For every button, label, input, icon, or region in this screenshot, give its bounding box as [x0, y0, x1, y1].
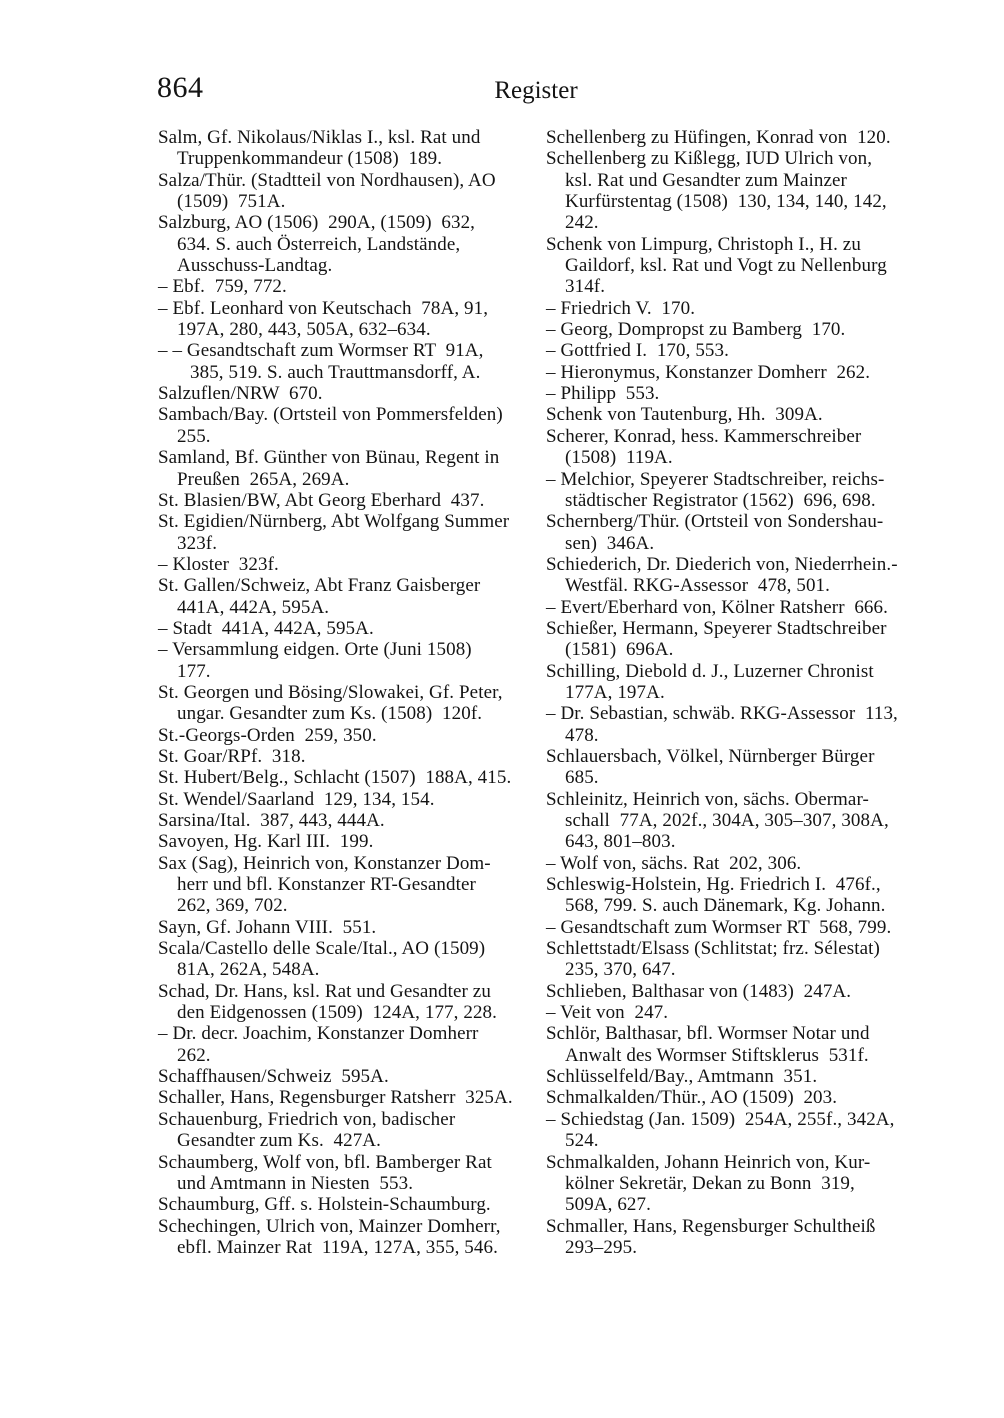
- index-line: Sarsina/Ital. 387, 443, 444A.: [158, 810, 385, 831]
- index-line: städtischer Registrator (1562) 696, 698.: [565, 489, 876, 511]
- index-line: Sayn, Gf. Johann VIII. 551.: [158, 916, 377, 938]
- index-line: 509A, 627.: [565, 1194, 651, 1216]
- index-line: Schellenberg zu Hüfingen, Konrad von 120.: [546, 127, 891, 148]
- index-column-right: [546, 127, 917, 1258]
- index-line: Schenk von Limpurg, Christoph I., H. zu: [546, 233, 861, 255]
- index-line: St. Hubert/Belg., Schlacht (1507) 188A, 415.: [158, 767, 512, 789]
- index-line: Schmalkalden, Johann Heinrich von, Kur-: [546, 1151, 871, 1173]
- index-line: herr und bfl. Konstanzer RT-Gesandter: [177, 874, 476, 896]
- index-line: 293–295.: [565, 1236, 638, 1258]
- index-line: Schaffhausen/Schweiz 595A.: [158, 1066, 389, 1088]
- index-line: 81A, 262A, 548A.: [177, 959, 320, 981]
- index-line: schall 77A, 202f., 304A, 305–307, 308A,: [565, 810, 889, 831]
- index-line: 242.: [565, 212, 599, 234]
- index-line: 177.: [177, 660, 211, 682]
- index-line: Schenk von Tautenburg, Hh. 309A.: [546, 404, 823, 426]
- index-line: St. Wendel/Saarland 129, 134, 154.: [158, 788, 435, 810]
- index-columns: [158, 127, 918, 1258]
- index-line: St. Goar/RPf. 318.: [158, 745, 306, 767]
- index-column-left: [158, 127, 529, 1258]
- index-line: Sax (Sag), Heinrich von, Konstanzer Dom-: [158, 852, 491, 874]
- index-line: – Ebf. 759, 772.: [158, 276, 287, 298]
- index-line: – Schiedstag (Jan. 1509) 254A, 255f., 342A,: [546, 1108, 895, 1130]
- index-line: 235, 370, 647.: [565, 959, 676, 981]
- index-line: Savoyen, Hg. Karl III. 199.: [158, 831, 374, 853]
- index-line: – Stadt 441A, 442A, 595A.: [158, 617, 374, 639]
- index-line: Ausschuss-Landtag.: [177, 255, 333, 277]
- index-line: ungar. Gesandter zum Ks. (1508) 120f.: [177, 703, 483, 725]
- index-line: Schaumburg, Gff. s. Holstein-Schaumburg.: [158, 1194, 491, 1216]
- index-line: Schad, Dr. Hans, ksl. Rat und Gesandter zu: [158, 980, 491, 1002]
- index-line: Schaller, Hans, Regensburger Ratsherr 325A.: [158, 1087, 513, 1109]
- index-line: – Friedrich V. 170.: [546, 297, 696, 319]
- index-line: 385, 519. S. auch Trauttmansdorff, A.: [190, 361, 481, 383]
- index-line: Schmalkalden/Thür., AO (1509) 203.: [546, 1087, 838, 1109]
- page-number: 864: [157, 71, 204, 104]
- index-line: 643, 801–803.: [565, 831, 676, 853]
- index-line: 314f.: [565, 276, 606, 298]
- index-line: 634. S. auch Österreich, Landstände,: [177, 233, 461, 255]
- index-line: – Gottfried I. 170, 553.: [546, 340, 729, 362]
- index-line: Schernberg/Thür. (Ortsteil von Sondershau-: [546, 511, 884, 533]
- index-line: Westfäl. RKG-Assessor 478, 501.: [565, 575, 831, 597]
- index-line: Gaildorf, ksl. Rat und Vogt zu Nellenburg: [565, 255, 887, 277]
- index-line: – Hieronymus, Konstanzer Domherr 262.: [546, 361, 871, 383]
- index-line: Schlieben, Balthasar von (1483) 247A.: [546, 980, 852, 1002]
- index-line: Schlüsselfeld/Bay., Amtmann 351.: [546, 1066, 818, 1088]
- index-line: 685.: [565, 767, 599, 789]
- index-line: Anwalt des Wormser Stiftsklerus 531f.: [565, 1044, 869, 1066]
- index-line: (1508) 119A.: [565, 447, 673, 469]
- index-line: Salzuflen/NRW 670.: [158, 383, 323, 405]
- index-line: Preußen 265A, 269A.: [177, 468, 350, 490]
- index-line: Salzburg, AO (1506) 290A, (1509) 632,: [158, 212, 476, 234]
- index-line: Gesandter zum Ks. 427A.: [177, 1130, 381, 1152]
- index-line: 568, 799. S. auch Dänemark, Kg. Johann.: [565, 895, 886, 917]
- index-line: 197A, 280, 443, 505A, 632–634.: [177, 319, 431, 341]
- index-line: sen) 346A.: [565, 532, 655, 554]
- index-line: – Dr. Sebastian, schwäb. RKG-Assessor 113,: [546, 703, 898, 725]
- index-line: St.-Georgs-Orden 259, 350.: [158, 724, 377, 746]
- index-line: (1581) 696A.: [565, 639, 674, 661]
- index-line: Schmaller, Hans, Regensburger Schultheiß: [546, 1215, 876, 1237]
- index-line: 524.: [565, 1130, 599, 1152]
- index-line: 323f.: [177, 532, 218, 554]
- index-line: (1509) 751A.: [177, 191, 286, 213]
- index-line: Schlettstadt/Elsass (Schlitstat; frz. Sélestat): [546, 938, 880, 960]
- index-line: den Eidgenossen (1509) 124A, 177, 228.: [177, 1002, 497, 1024]
- index-line: Scala/Castello delle Scale/Ital., AO (1509): [158, 938, 486, 960]
- index-line: Schauenburg, Friedrich von, badischer: [158, 1108, 456, 1130]
- index-line: 177A, 197A.: [565, 681, 665, 703]
- index-line: ksl. Rat und Gesandter zum Mainzer: [565, 169, 847, 191]
- index-line: Salza/Thür. (Stadtteil von Nordhausen), AO: [158, 169, 496, 191]
- index-line: – Ebf. Leonhard von Keutschach 78A, 91,: [158, 297, 489, 319]
- index-line: – Philipp 553.: [546, 383, 660, 405]
- index-line: Schiederich, Dr. Diederich von, Niederrhein.-: [546, 553, 898, 575]
- index-line: – – Gesandtschaft zum Wormser RT 91A,: [158, 340, 484, 362]
- index-line: Salm, Gf. Nikolaus/Niklas I., ksl. Rat und: [158, 127, 481, 148]
- index-line: – Veit von 247.: [546, 1002, 669, 1024]
- index-line: Schellenberg zu Kißlegg, IUD Ulrich von,: [546, 148, 873, 170]
- index-line: 262, 369, 702.: [177, 895, 288, 917]
- index-line: St. Egidien/Nürnberg, Abt Wolfgang Summer: [158, 511, 510, 533]
- index-line: Samland, Bf. Günther von Bünau, Regent in: [158, 447, 500, 469]
- index-line: St. Gallen/Schweiz, Abt Franz Gaisberger: [158, 575, 481, 597]
- index-line: Schießer, Hermann, Speyerer Stadtschreiber: [546, 617, 887, 639]
- index-line: St. Blasien/BW, Abt Georg Eberhard 437.: [158, 489, 485, 511]
- index-line: Schilling, Diebold d. J., Luzerner Chronist: [546, 660, 874, 682]
- index-line: – Wolf von, sächs. Rat 202, 306.: [546, 852, 802, 874]
- index-line: – Georg, Dompropst zu Bamberg 170.: [546, 319, 846, 341]
- running-head: Register: [494, 77, 578, 104]
- index-line: – Kloster 323f.: [158, 553, 279, 575]
- index-line: Scherer, Konrad, hess. Kammerschreiber: [546, 425, 862, 447]
- index-line: und Amtmann in Niesten 553.: [177, 1172, 414, 1194]
- index-line: St. Georgen und Bösing/Slowakei, Gf. Peter,: [158, 681, 503, 703]
- index-line: 478.: [565, 724, 599, 746]
- index-line: – Gesandtschaft zum Wormser RT 568, 799.: [546, 916, 892, 938]
- index-line: kölner Sekretär, Dekan zu Bonn 319,: [565, 1172, 855, 1194]
- index-line: Schechingen, Ulrich von, Mainzer Domherr,: [158, 1215, 501, 1237]
- index-line: – Melchior, Speyerer Stadtschreiber, reichs-: [546, 468, 885, 490]
- index-line: 262.: [177, 1044, 211, 1066]
- index-line: – Dr. decr. Joachim, Konstanzer Domherr: [158, 1023, 479, 1045]
- index-line: – Evert/Eberhard von, Kölner Ratsherr 666.: [546, 596, 888, 618]
- index-line: – Versammlung eidgen. Orte (Juni 1508): [158, 639, 472, 661]
- index-line: Kurfürstentag (1508) 130, 134, 140, 142,: [565, 191, 887, 213]
- index-line: Schleinitz, Heinrich von, sächs. Obermar-: [546, 788, 869, 810]
- index-line: Sambach/Bay. (Ortsteil von Pommersfelden): [158, 404, 503, 426]
- index-line: 255.: [177, 425, 211, 447]
- index-line: 441A, 442A, 595A.: [177, 596, 330, 618]
- index-line: Schleswig-Holstein, Hg. Friedrich I. 476f.,: [546, 874, 881, 896]
- index-line: Schlauersbach, Völkel, Nürnberger Bürger: [546, 745, 875, 767]
- index-line: Schaumberg, Wolf von, bfl. Bamberger Rat: [158, 1151, 492, 1173]
- index-line: ebfl. Mainzer Rat 119A, 127A, 355, 546.: [177, 1236, 498, 1258]
- index-line: Truppenkommandeur (1508) 189.: [177, 148, 443, 170]
- index-line: Schlör, Balthasar, bfl. Wormser Notar und: [546, 1023, 870, 1045]
